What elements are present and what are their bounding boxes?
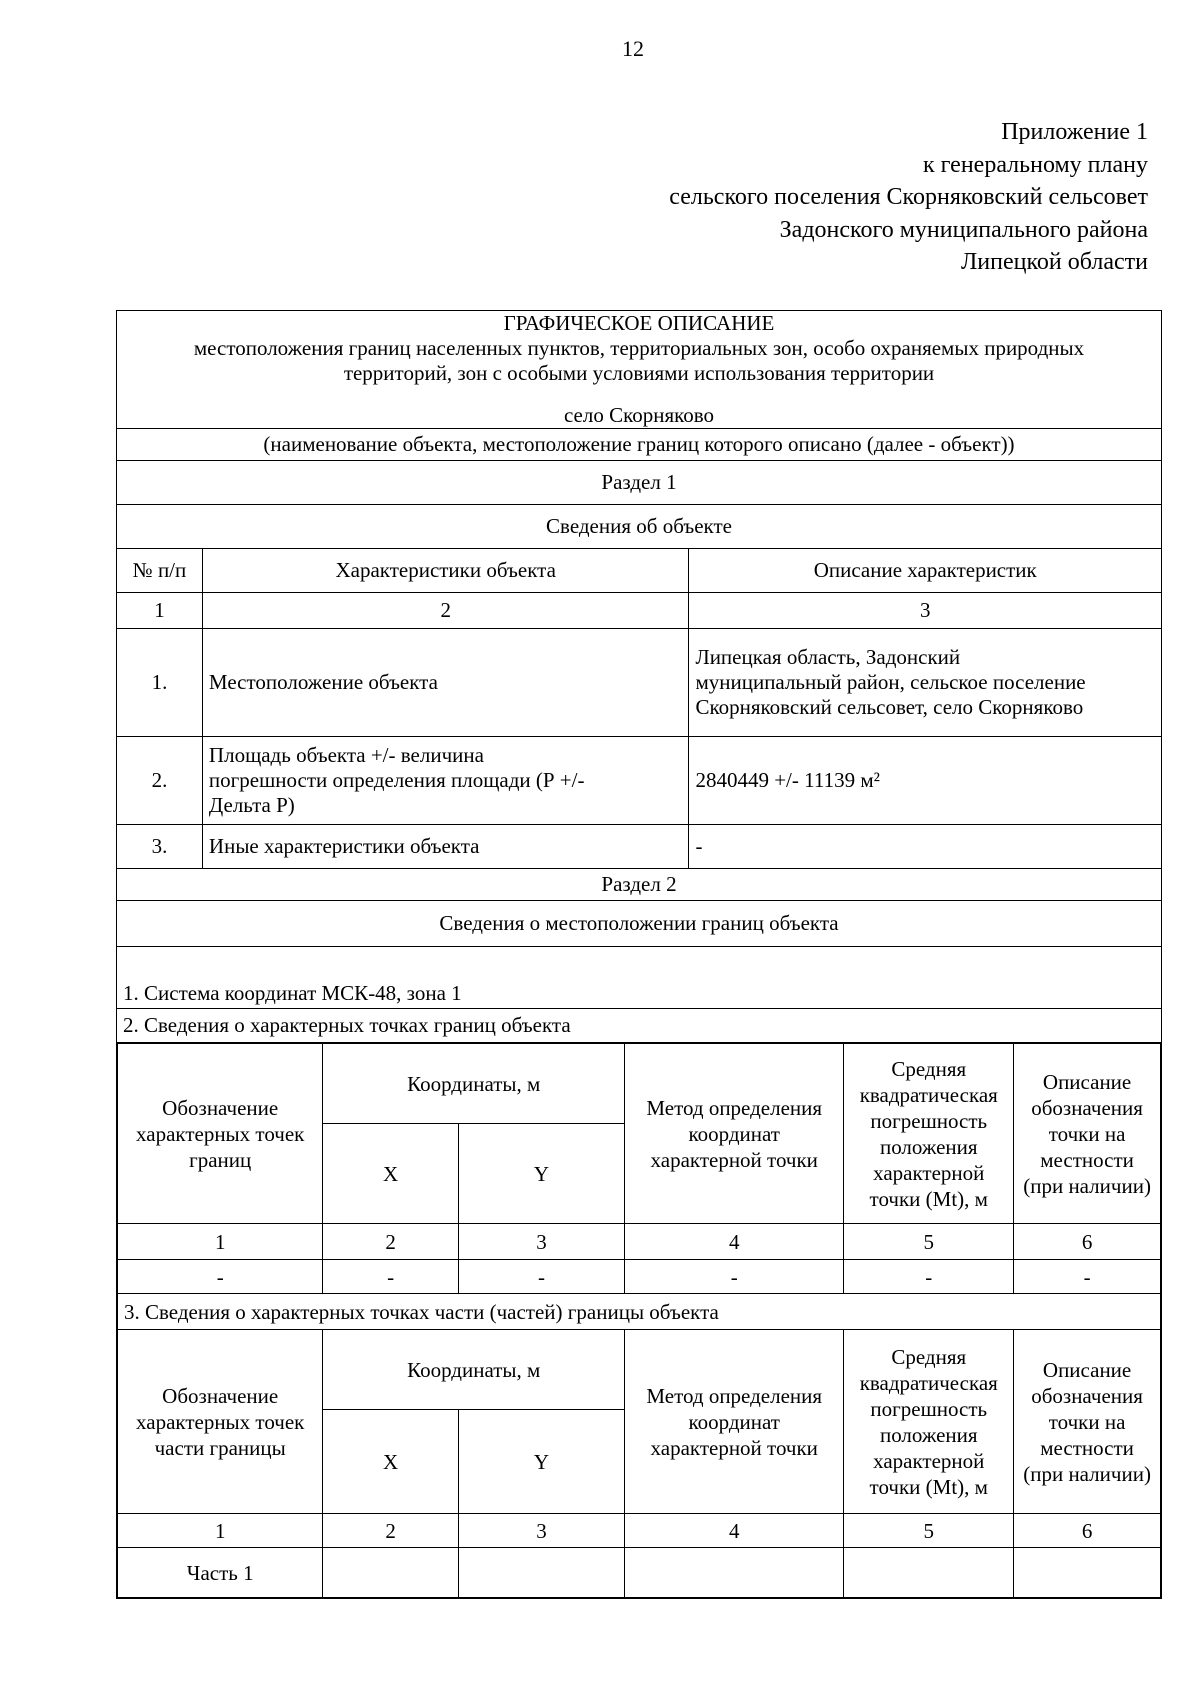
object-note: (наименование объекта, местоположение границ которого описано (далее - объект)) [117,429,1162,461]
document-subtitle-line: территорий, зон с особыми условиями использования территории [343,360,935,385]
column-number: 3 [458,1514,624,1548]
parts-col-designation: Обозначение характерных точек части границы [118,1330,323,1514]
table-row [117,629,1162,737]
row-description: - [689,825,1162,869]
column-number: 1 [118,1514,323,1548]
points-col-x: X [323,1124,458,1224]
section2-label: Раздел 2 [117,869,1162,901]
parts-col-coordinates: Координаты, м [323,1330,625,1410]
table-cell [625,1548,844,1598]
table-cell: - [1014,1260,1161,1294]
parts-col-method: Метод определения координат характерной точки [625,1330,844,1514]
points-col-description: Описание обозначения точки на местности (при наличии) [1014,1044,1161,1224]
column-header-number: № п/п [117,549,203,593]
row-description [689,629,1162,737]
table-cell: - [625,1260,844,1294]
description-line: Скорняковский сельсовет, село Скорняково [695,695,1084,720]
object-name: село Скорняково [563,403,715,428]
row-characteristic [202,737,689,825]
characteristic-line: Площадь объекта +/- величина [208,743,484,768]
column-header-description: Описание характеристик [689,549,1162,593]
appendix-line: сельского поселения Скорняковский сельсовет [669,184,1148,211]
points-section-title: 2. Сведения о характерных точках границ объекта [117,1009,1162,1043]
table-cell [1014,1548,1161,1598]
table-row [117,825,1162,869]
appendix-line: к генеральному плану [922,151,1148,178]
appendix-line: Приложение 1 [1001,119,1148,145]
points-col-y: Y [458,1124,624,1224]
description-line: Липецкая область, Задонский [695,645,961,670]
column-number: 5 [844,1514,1014,1548]
characteristic-line: Дельта Р) [208,793,295,818]
column-number: 2 [323,1224,458,1260]
table-row [118,1260,1161,1294]
row-number: 3. [117,825,203,869]
appendix-line: Задонского муниципального района [779,216,1148,243]
row-characteristic: Иные характеристики объекта [202,825,689,869]
points-col-error: Средняя квадратическая погрешность положения характерной точки (Mt), м [844,1044,1014,1224]
document-header [117,311,1162,429]
table-cell: - [844,1260,1014,1294]
points-col-designation: Обозначение характерных точек границ [118,1044,323,1224]
column-number: 5 [844,1224,1014,1260]
section1-label: Раздел 1 [117,461,1162,505]
row-number: 1. [117,629,203,737]
coordinate-system: 1. Система координат МСК-48, зона 1 [117,947,1162,1009]
row-number: 2. [117,737,203,825]
row-description: 2840449 +/- 11139 м² [689,737,1162,825]
page-number: 12 [622,36,644,61]
points-col-coordinates: Координаты, м [323,1044,625,1124]
table-row [118,1548,1161,1598]
column-number: 4 [625,1224,844,1260]
column-number: 6 [1014,1514,1161,1548]
part-label: Часть 1 [118,1548,323,1598]
appendix-block [669,116,1148,279]
table-cell: - [118,1260,323,1294]
description-line: муниципальный район, сельское поселение [695,670,1086,695]
column-number: 4 [625,1514,844,1548]
document-title: ГРАФИЧЕСКОЕ ОПИСАНИЕ [503,311,775,335]
column-number: 2 [202,593,689,629]
table-cell [458,1548,624,1598]
table-cell: - [458,1260,624,1294]
parts-col-x: X [323,1410,458,1514]
document-subtitle-line: местоположения границ населенных пунктов, территориальных зон, особо охраняемых природных [193,335,1085,360]
table-cell: - [323,1260,458,1294]
column-number: 2 [323,1514,458,1548]
column-number: 3 [458,1224,624,1260]
table-cell [323,1548,458,1598]
points-col-method: Метод определения координат характерной точки [625,1044,844,1224]
row-characteristic: Местоположение объекта [202,629,689,737]
parts-col-error: Средняя квадратическая погрешность положения характерной точки (Mt), м [844,1330,1014,1514]
graphic-description-table [116,310,1162,1599]
points-table-container [117,1043,1162,1599]
section2-title: Сведения о местоположении границ объекта [117,901,1162,947]
parts-col-y: Y [458,1410,624,1514]
column-number: 1 [117,593,203,629]
section1-title: Сведения об объекте [117,505,1162,549]
appendix-line: Липецкой области [961,249,1148,276]
column-number: 1 [118,1224,323,1260]
parts-col-description: Описание обозначения точки на местности (при наличии) [1014,1330,1161,1514]
characteristic-line: погрешности определения площади (Р +/- [208,768,585,793]
parts-section-title: 3. Сведения о характерных точках части (частей) границы объекта [118,1294,1161,1330]
table-cell [844,1548,1014,1598]
column-number: 6 [1014,1224,1161,1260]
points-table [117,1043,1161,1598]
column-header-characteristic: Характеристики объекта [202,549,689,593]
table-row [117,737,1162,825]
column-number: 3 [689,593,1162,629]
